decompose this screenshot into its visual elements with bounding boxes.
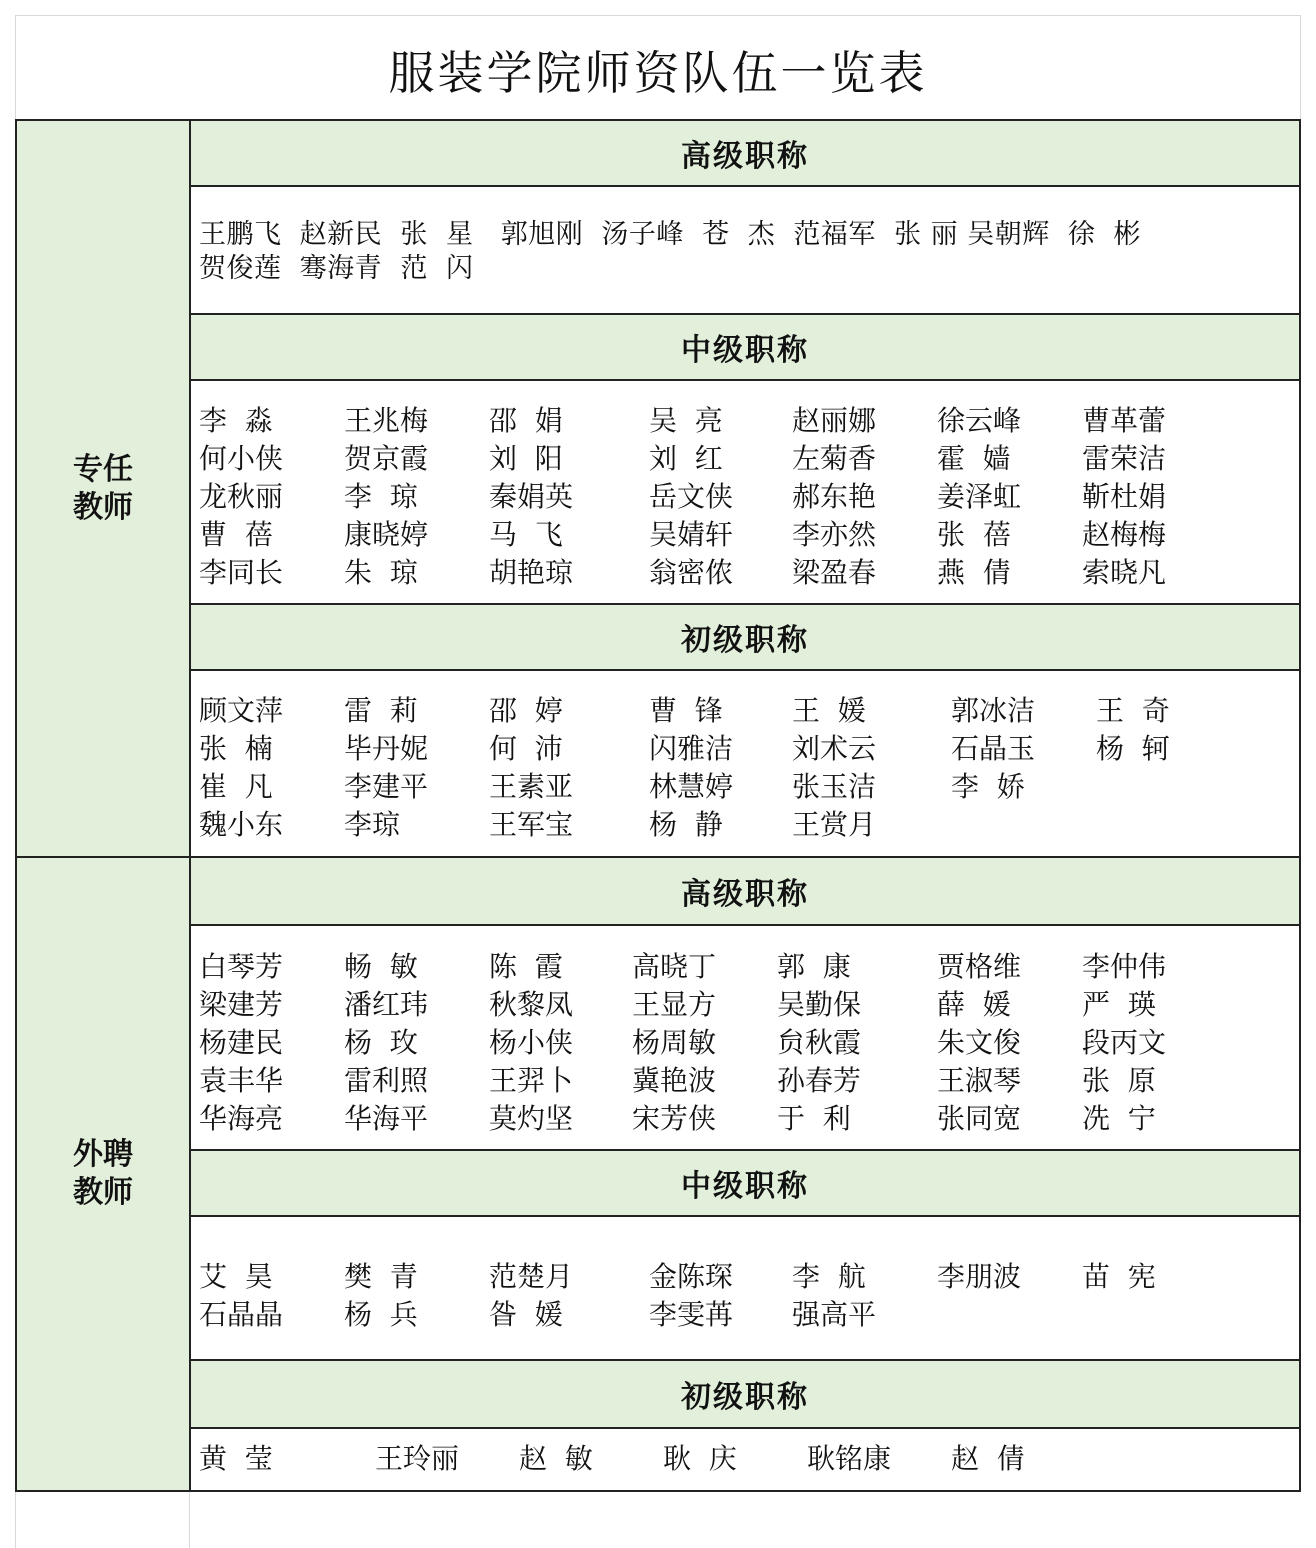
teacher-name: 石晶玉: [951, 732, 1036, 765]
teacher-name: 姜泽虹: [937, 480, 1022, 513]
teacher-name: 潘红玮: [344, 988, 429, 1021]
teacher-name: 杨周敏: [632, 1026, 717, 1059]
teacher-name: 雷荣洁: [1082, 442, 1167, 475]
teacher-name: 张 楠: [199, 732, 273, 765]
teacher-name: 王军宝: [489, 808, 574, 841]
faculty-table: [15, 119, 1301, 1492]
teacher-name: 强高平: [792, 1298, 877, 1331]
teacher-name: 李同长: [199, 556, 284, 589]
name-line: 贺俊莲 骞海青 范 闪: [199, 253, 474, 284]
teacher-name: 张玉洁: [792, 770, 877, 803]
teacher-name: 李朋波: [937, 1260, 1022, 1293]
teacher-name: 耿 庆: [663, 1442, 737, 1475]
teacher-name: 华海平: [344, 1102, 429, 1135]
teacher-name: 顾文萍: [199, 694, 284, 727]
teacher-name: 邵 婷: [489, 694, 563, 727]
teacher-name: 刘 阳: [489, 442, 563, 475]
heading-junior: 初级职称: [189, 603, 1301, 671]
teacher-name: 莫灼坚: [489, 1102, 574, 1135]
teacher-name: 吴 亮: [649, 404, 723, 437]
teacher-name: 冼 宁: [1082, 1102, 1156, 1135]
names-cell[interactable]: [189, 1215, 1301, 1361]
category-cell-fulltime: [15, 119, 191, 858]
sheet-gridline: [189, 1491, 190, 1548]
teacher-name: 曹 锋: [649, 694, 723, 727]
teacher-name: 张 原: [1082, 1064, 1156, 1097]
teacher-name: 魏小东: [199, 808, 284, 841]
teacher-name: 杨 静: [649, 808, 723, 841]
teacher-name: 杨小侠: [489, 1026, 574, 1059]
teacher-name: 于 利: [777, 1102, 851, 1135]
teacher-name: 李建平: [344, 770, 429, 803]
teacher-name: 林慧婷: [649, 770, 734, 803]
names-cell[interactable]: [189, 669, 1301, 858]
teacher-name: 王兆梅: [344, 404, 429, 437]
teacher-name: 徐云峰: [937, 404, 1022, 437]
teacher-name: 王显方: [632, 988, 717, 1021]
teacher-name: 陈 霞: [489, 950, 563, 983]
teacher-name: 赵丽娜: [792, 404, 877, 437]
teacher-name: 翁密侬: [649, 556, 734, 589]
category-cell-external: [15, 856, 191, 1492]
teacher-name: 孙春芳: [777, 1064, 862, 1097]
teacher-name: 吴勤保: [777, 988, 862, 1021]
teacher-name: 刘术云: [792, 732, 877, 765]
teacher-name: 朱文俊: [937, 1026, 1022, 1059]
teacher-name: 燕 倩: [937, 556, 1011, 589]
teacher-name: 白琴芳: [199, 950, 284, 983]
teacher-name: 闪雅洁: [649, 732, 734, 765]
teacher-name: 畅 敏: [344, 950, 418, 983]
teacher-name: 秋黎凤: [489, 988, 574, 1021]
teacher-name: 王素亚: [489, 770, 574, 803]
teacher-name: 金陈琛: [649, 1260, 734, 1293]
teacher-name: 华海亮: [199, 1102, 284, 1135]
teacher-name: 李 娇: [951, 770, 1025, 803]
teacher-name: 秦娟英: [489, 480, 574, 513]
teacher-name: 昝 媛: [489, 1298, 563, 1331]
teacher-name: 左菊香: [792, 442, 877, 475]
teacher-name: 郭 康: [777, 950, 851, 983]
names-cell[interactable]: [189, 1427, 1301, 1492]
teacher-name: 胡艳琼: [489, 556, 574, 589]
teacher-name: 马 飞: [489, 518, 563, 551]
teacher-name: 曹革蕾: [1082, 404, 1167, 437]
teacher-name: 王 奇: [1096, 694, 1170, 727]
teacher-name: 袁丰华: [199, 1064, 284, 1097]
teacher-name: 王 媛: [792, 694, 866, 727]
teacher-name: 耿铭康: [807, 1442, 892, 1475]
teacher-name: 雷利照: [344, 1064, 429, 1097]
teacher-name: 霍 嫱: [937, 442, 1011, 475]
teacher-name: 杨建民: [199, 1026, 284, 1059]
teacher-name: 李仲伟: [1082, 950, 1167, 983]
heading-junior: 初级职称: [189, 1359, 1301, 1429]
teacher-name: 赵 敏: [519, 1442, 593, 1475]
teacher-name: 郝东艳: [792, 480, 877, 513]
teacher-name: 龙秋丽: [199, 480, 284, 513]
teacher-name: 高晓丁: [632, 950, 717, 983]
heading-intermediate: 中级职称: [189, 313, 1301, 381]
teacher-name: 薛 媛: [937, 988, 1011, 1021]
heading-senior: 高级职称: [189, 856, 1301, 926]
teacher-name: 朱 琼: [344, 556, 418, 589]
sheet-gridline: [15, 15, 1301, 16]
teacher-name: 郭冰洁: [951, 694, 1036, 727]
teacher-name: 黄 莹: [199, 1442, 273, 1475]
heading-senior: 高级职称: [189, 119, 1301, 187]
names-cell[interactable]: [189, 185, 1301, 315]
teacher-name: 贺京霞: [344, 442, 429, 475]
teacher-name: 张同宽: [937, 1102, 1022, 1135]
teacher-name: 雷 莉: [344, 694, 418, 727]
teacher-name: 杨 玫: [344, 1026, 418, 1059]
teacher-name: 李亦然: [792, 518, 877, 551]
teacher-name: 范楚月: [489, 1260, 574, 1293]
teacher-name: 石晶晶: [199, 1298, 284, 1331]
category-label: 外聘 教师: [73, 1137, 133, 1210]
names-cell[interactable]: [189, 379, 1301, 605]
teacher-name: 苗 宪: [1082, 1260, 1156, 1293]
teacher-name: 王赏月: [792, 808, 877, 841]
teacher-name: 李琼: [344, 808, 401, 841]
teacher-name: 王羿卜: [489, 1064, 574, 1097]
teacher-name: 岳文侠: [649, 480, 734, 513]
teacher-name: 樊 青: [344, 1260, 418, 1293]
names-cell[interactable]: [189, 924, 1301, 1151]
teacher-name: 吴婧轩: [649, 518, 734, 551]
teacher-name: 贠秋霞: [777, 1026, 862, 1059]
teacher-name: 李雯苒: [649, 1298, 734, 1331]
heading-intermediate: 中级职称: [189, 1149, 1301, 1217]
page-title: 服装学院师资队伍一览表: [388, 46, 928, 100]
teacher-name: 王淑琴: [937, 1064, 1022, 1097]
teacher-name: 李 淼: [199, 404, 273, 437]
name-line: 王鹏飞 赵新民 张 星 郭旭刚 汤子峰 苍 杰 范福军 张 丽 吴朝辉 徐 彬: [199, 219, 1142, 250]
sheet-gridline: [15, 1491, 16, 1548]
teacher-name: 杨 兵: [344, 1298, 418, 1331]
teacher-name: 何 沛: [489, 732, 563, 765]
teacher-name: 赵 倩: [951, 1442, 1025, 1475]
teacher-name: 梁建芳: [199, 988, 284, 1021]
teacher-name: 康晓婷: [344, 518, 429, 551]
teacher-name: 崔 凡: [199, 770, 273, 803]
teacher-name: 艾 昊: [199, 1260, 273, 1293]
teacher-name: 梁盈春: [792, 556, 877, 589]
teacher-name: 宋芳侠: [632, 1102, 717, 1135]
teacher-name: 贾格维: [937, 950, 1022, 983]
sheet-gridline: [1300, 15, 1301, 120]
teacher-name: 段丙文: [1082, 1026, 1167, 1059]
teacher-name: 毕丹妮: [344, 732, 429, 765]
teacher-name: 赵梅梅: [1082, 518, 1167, 551]
teacher-name: 索晓凡: [1082, 556, 1167, 589]
category-label: 专任 教师: [73, 451, 133, 525]
teacher-name: 李 航: [792, 1260, 866, 1293]
teacher-name: 刘 红: [649, 442, 723, 475]
teacher-name: 李 琼: [344, 480, 418, 513]
teacher-name: 何小侠: [199, 442, 284, 475]
teacher-name: 冀艳波: [632, 1064, 717, 1097]
teacher-name: 王玲丽: [375, 1442, 460, 1475]
teacher-name: 邵 娟: [489, 404, 563, 437]
teacher-name: 严 瑛: [1082, 988, 1156, 1021]
teacher-name: 杨 轲: [1096, 732, 1170, 765]
teacher-name: 靳杜娟: [1082, 480, 1167, 513]
teacher-name: 曹 蓓: [199, 518, 273, 551]
teacher-name: 张 蓓: [937, 518, 1011, 551]
